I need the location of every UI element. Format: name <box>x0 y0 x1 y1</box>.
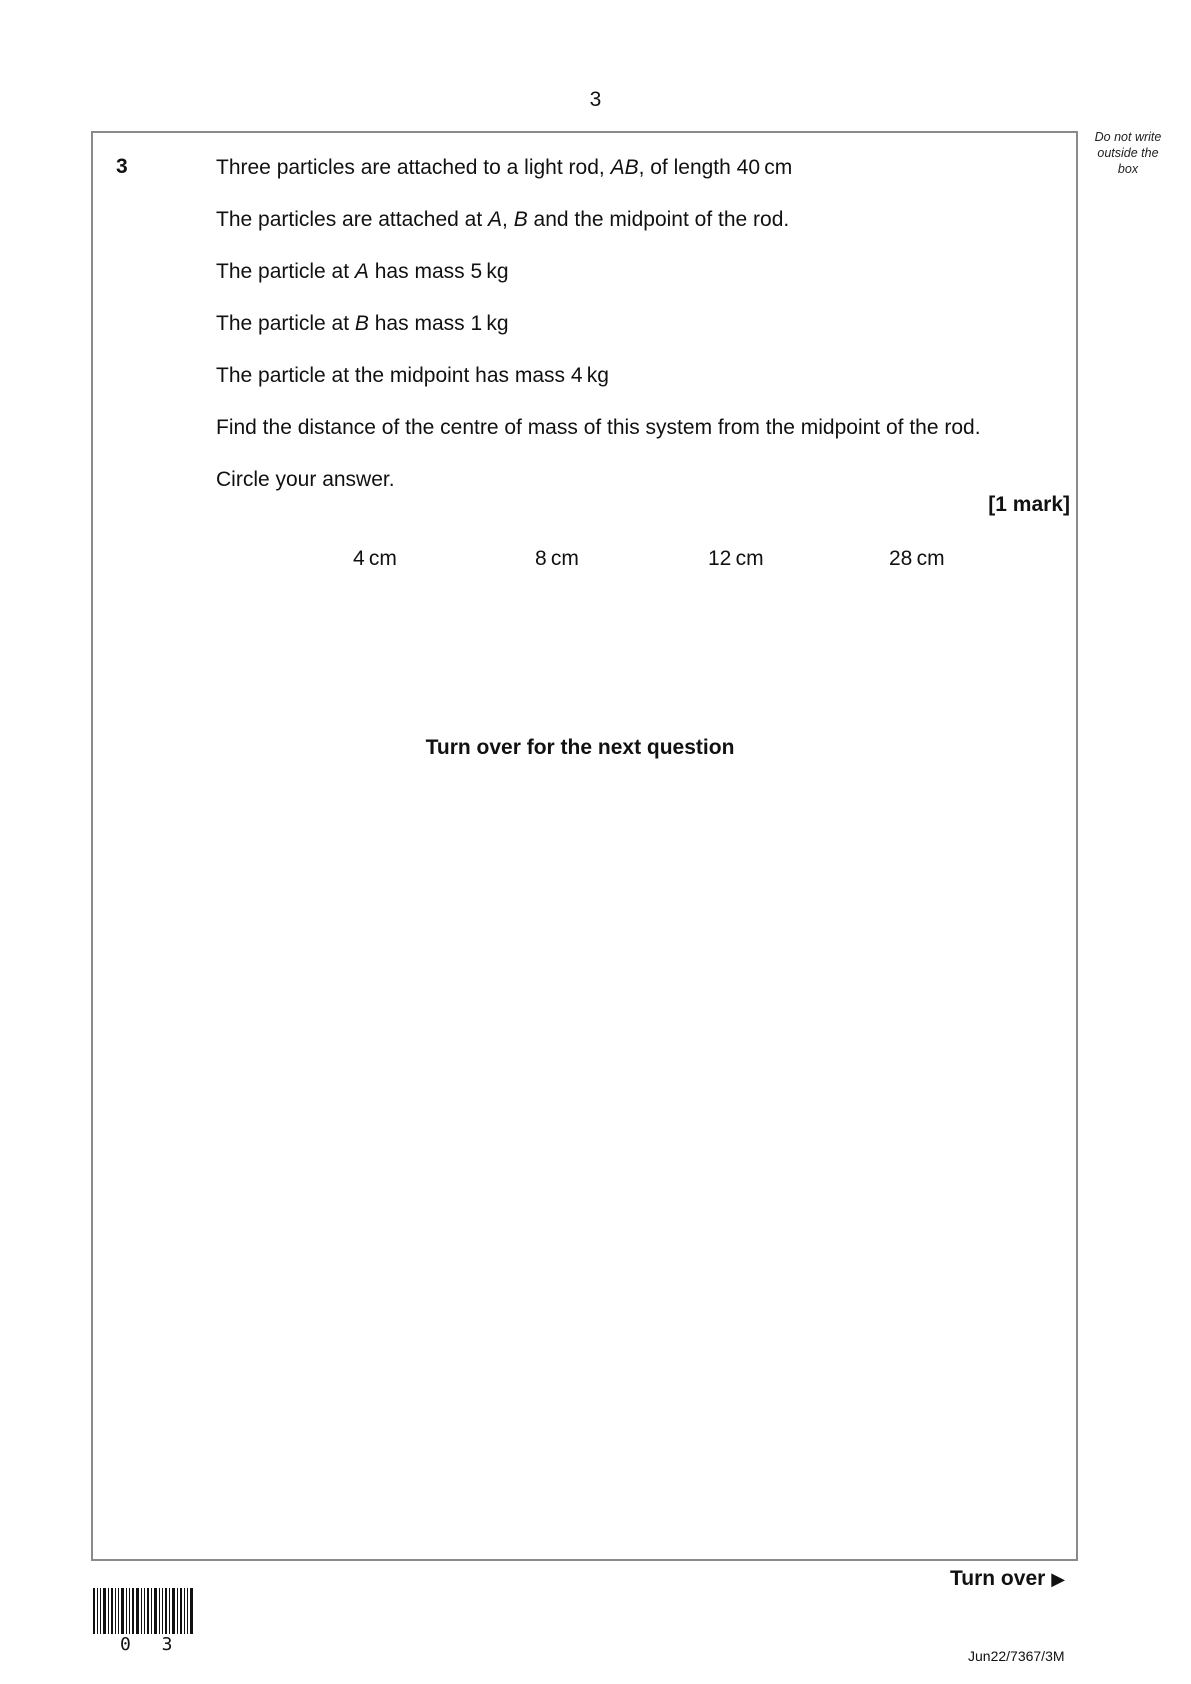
question-line-3 <box>216 259 509 285</box>
question-text: The particles are attached at <box>216 208 488 231</box>
answer-option[interactable]: 12 cm <box>708 547 764 570</box>
instruction-line: Circle your answer. <box>216 468 395 491</box>
question-text: The particle at <box>216 312 355 335</box>
question-line-1 <box>216 155 792 181</box>
margin-note: Do not write outside the box <box>1094 130 1162 176</box>
point-b-label: B <box>354 312 369 335</box>
question-text: has mass 1 kg <box>368 312 509 335</box>
question-text: and the midpoint of the rod. <box>527 208 790 231</box>
marks-label: [1 mark] <box>988 493 1070 516</box>
rod-label: AB <box>610 156 639 179</box>
barcode-icon <box>93 1588 193 1634</box>
turn-over-next-question: Turn over for the next question <box>425 736 735 759</box>
point-a-label: A <box>488 208 503 231</box>
barcode-number: 0 3 <box>120 1634 183 1655</box>
question-text: The particle at <box>216 260 355 283</box>
answer-option[interactable]: 4 cm <box>353 547 397 570</box>
answer-box <box>91 131 1078 1561</box>
answer-option[interactable]: 8 cm <box>535 547 579 570</box>
play-arrow-icon: ▶ <box>1051 1569 1066 1589</box>
turn-over-label <box>950 1567 1065 1591</box>
question-text: , <box>502 208 514 231</box>
question-number: 3 <box>116 155 128 178</box>
question-line-2 <box>216 207 789 233</box>
turn-over-text: Turn over <box>950 1567 1046 1590</box>
point-b-label: B <box>513 208 528 231</box>
paper-reference: Jun22/7367/3M <box>968 1648 1065 1664</box>
question-line-6: Find the distance of the centre of mass of this system from the midpoint of the rod. <box>216 416 981 439</box>
question-line-5: The particle at the midpoint has mass 4 kg <box>216 364 609 387</box>
question-text: has mass 5 kg <box>368 260 509 283</box>
question-line-4 <box>216 311 509 337</box>
question-text: , of length 40 cm <box>638 156 793 179</box>
point-a-label: A <box>354 260 369 283</box>
answer-option[interactable]: 28 cm <box>889 547 945 570</box>
question-text: Three particles are attached to a light rod, <box>216 156 611 179</box>
page-number: 3 <box>589 88 602 111</box>
